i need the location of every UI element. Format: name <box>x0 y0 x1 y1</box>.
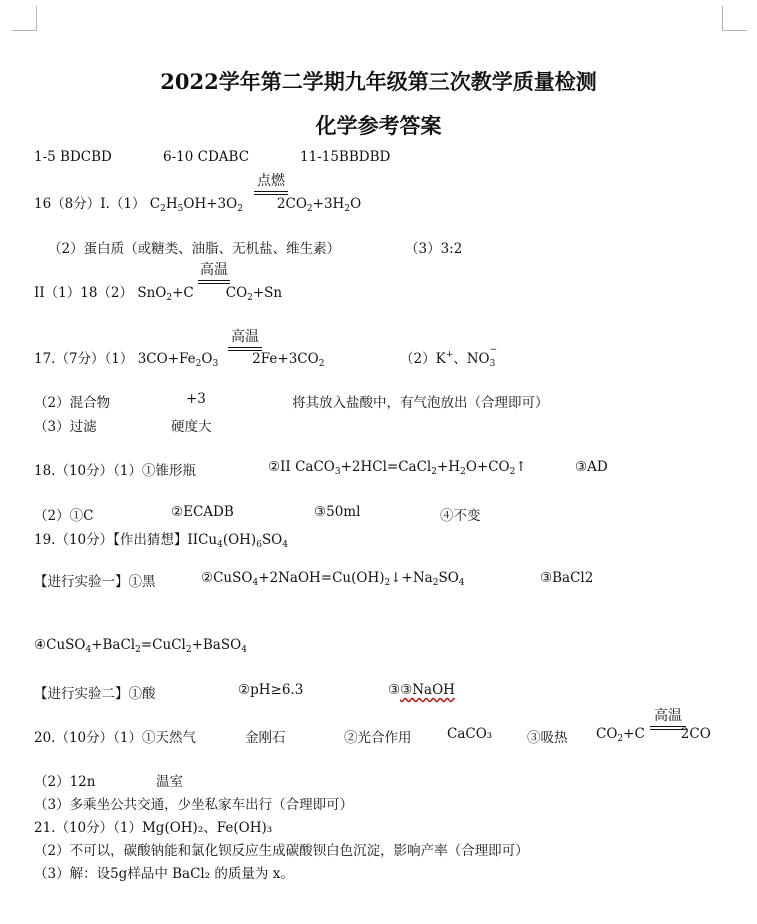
q20-answer-2a: （2）12n <box>34 774 96 790</box>
page-subtitle: 化学参考答案 <box>315 113 442 138</box>
q19-experiment-2b: ②pH≥6.3 <box>238 682 304 698</box>
q18-answer-2c: ③50ml <box>314 504 361 520</box>
q20-answer-1: 20.（10分）（1）①天然气 <box>34 730 196 746</box>
q17-answer-2c: 将其放入盐酸中，有气泡放出（合理即可） <box>292 395 549 411</box>
q20-answer-1c: ②光合作用 <box>344 730 412 746</box>
q21-answer-2: （2）不可以，碳酸钠能和氯化钡反应生成碳酸钡白色沉淀，影响产率（合理即可） <box>34 843 529 859</box>
q16-answer-3: （3）3:2 <box>405 241 463 257</box>
q16-equation: $C_2H_5OH+3O_2$ $2CO_2+3H_2O$ <box>149 196 362 214</box>
q16-part-ii-equation: SnO$_2$+C $CO_2+Sn$ <box>137 285 283 303</box>
q18-answer-1: 18.（10分）（1）①锥形瓶 <box>34 463 196 479</box>
q16-label: 16（8分）I.（1） <box>34 196 146 212</box>
page-title: 2022学年第二学期九年级第三次教学质量检测 <box>160 69 597 94</box>
q20-answer-2b: 温室 <box>156 774 183 790</box>
q19-experiment-2a: 【进行实验二】①酸 <box>34 686 156 702</box>
q19-experiment-2c: ③③NaOH <box>388 682 455 698</box>
q19-hypothesis: 19.（10分）【作出猜想】$IICu_4(OH)_6SO_4$ <box>34 532 288 550</box>
q16-ii-reaction-condition: 高温 <box>198 263 230 284</box>
q17-answer-3b: 硬度大 <box>171 419 212 435</box>
q17-reaction-condition: 高温 <box>228 330 262 351</box>
q20-answer-3: （3）多乘坐公共交通，少坐私家车出行（合理即可） <box>34 797 354 813</box>
q19-experiment-1: 【进行实验一】①黑 <box>34 574 156 590</box>
q18-answer-2b: ②ECADB <box>171 504 234 520</box>
q20-answer-1b: 金刚石 <box>245 730 286 746</box>
q21-answer-3: （3）解：设5g样品中 BaCl₂ 的质量为 x。 <box>34 866 294 882</box>
q16-part-ii <box>34 281 282 303</box>
choice-answers-3: 11-15BBDBD <box>300 149 391 165</box>
q20-equation: $CO_2+C$ 2CO <box>596 726 711 744</box>
q18-answer-2d: ④不变 <box>440 508 481 524</box>
q18-answer-2a: （2）①C <box>34 508 94 524</box>
q18-equation: ②II $CaCO_3+2HCl=CaCl_2+H_2O+CO_2↑$ <box>268 459 527 477</box>
page-corner-mark-right <box>722 6 747 31</box>
page-corner-mark-left <box>12 6 37 31</box>
q19-exp1-answer-4: ④CuSO$_4$+BaCl$_2$=CuCl$_2$+BaSO$_4$ <box>34 637 247 655</box>
q17-label: 17.（7分）（1） <box>34 351 134 367</box>
choice-answers-1: 1-5 BDCBD <box>34 149 112 165</box>
q17-answer-3a: （3）过滤 <box>34 419 97 435</box>
q16-answer-2: （2）蛋白质（或糖类、油脂、无机盐、维生素） <box>48 241 341 257</box>
q17-answer-2a: （2）混合物 <box>34 395 111 411</box>
q20-answer-1e: ③吸热 <box>527 730 568 746</box>
q19-exp1-answer-3: ③BaCl2 <box>540 570 594 586</box>
q20-reaction-condition: 高温 <box>650 709 686 730</box>
q16-reaction-condition: 点燃 <box>254 174 288 195</box>
q17-answer-2b: +3 <box>186 391 206 407</box>
choice-answers-2: 6-10 CDABC <box>163 149 250 165</box>
q20-answer-1d: CaCO₃ <box>447 726 493 742</box>
q17-equation: $3CO+Fe_2O_3$ $2Fe+3CO_2$ <box>137 351 325 369</box>
q16-equation-line <box>34 192 361 214</box>
q21-answer-1: 21.（10分）（1）Mg(OH)₂、Fe(OH)₃ <box>34 820 273 836</box>
q16-part-ii-label: II（1）18（2） <box>34 285 134 301</box>
q19-exp1-equation: $②CuSO_4+2NaOH=Cu(OH)_2↓+Na_2SO_4$ <box>201 570 465 588</box>
q18-answer-3: ③AD <box>575 459 608 475</box>
q17-ions: （2）K+、NO − $_3$ <box>400 345 498 369</box>
q17-equation-line <box>34 347 324 369</box>
